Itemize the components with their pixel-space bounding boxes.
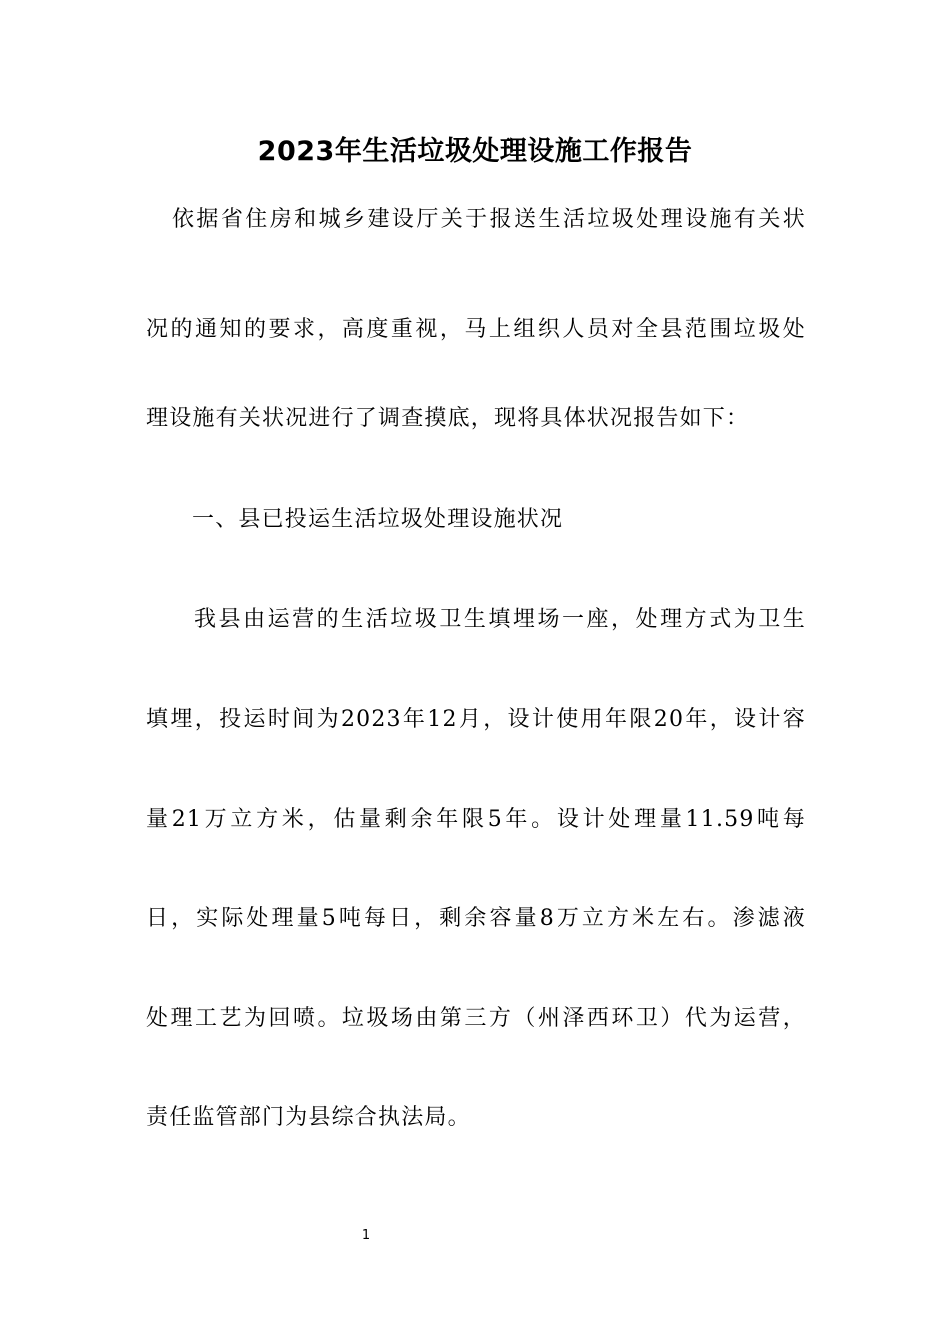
intro-line-1: 依据省住房和城乡建设厅关于报送生活垃圾处理设施有关状 xyxy=(172,207,806,232)
section-line-4: 日，实际处理量5吨每日，剩余容量8万立方米左右。渗滤液 xyxy=(146,906,806,931)
intro-line-3: 理设施有关状况进行了调查摸底，现将具体状况报告如下： xyxy=(146,406,750,431)
intro-line-2: 况的通知的要求，高度重视，马上组织人员对全县范围垃圾处 xyxy=(146,317,806,342)
section-line-1: 我县由运营的生活垃圾卫生填埋场一座，处理方式为卫生 xyxy=(194,607,806,632)
section-line-2: 填埋，投运时间为2023年12月，设计使用年限20年，设计容 xyxy=(146,707,806,732)
section-line-5: 处理工艺为回喷。垃圾场由第三方（州泽西环卫）代为运营， xyxy=(146,1006,806,1031)
section-line-6: 责任监管部门为县综合执法局。 xyxy=(146,1105,471,1130)
section-heading: 一、县已投运生活垃圾处理设施状况 xyxy=(192,507,564,532)
section-line-3: 量21万立方米，估量剩余年限5年。设计处理量11.59吨每 xyxy=(146,807,806,832)
page-number: 1 xyxy=(361,1228,371,1243)
document-title: 2023年生活垃圾处理设施工作报告 xyxy=(257,136,693,167)
